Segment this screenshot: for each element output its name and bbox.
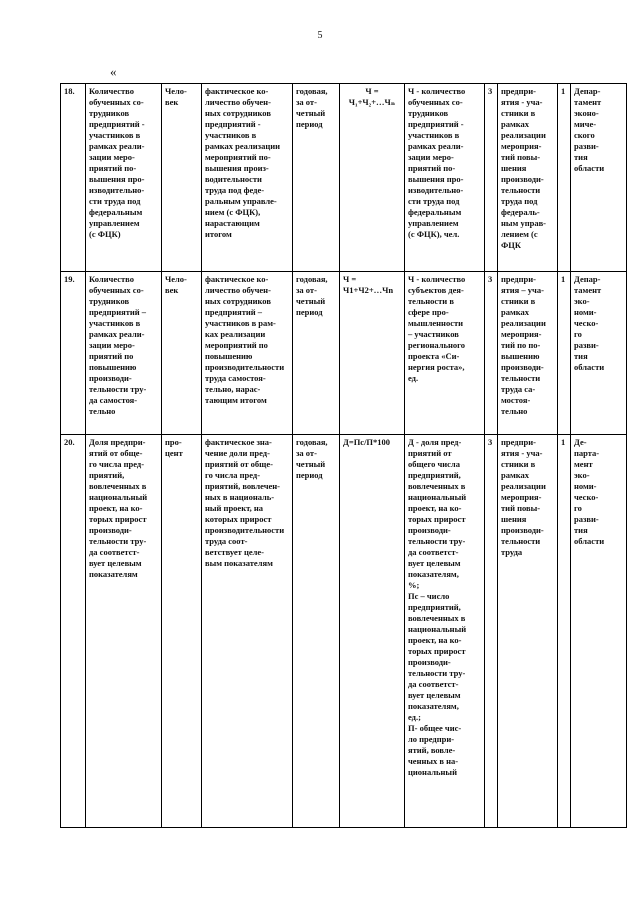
formula-cell: Ч = Ч1+Ч2+…Чn	[340, 272, 405, 435]
row-number: 18.	[61, 84, 86, 272]
level-cell: 1	[558, 84, 571, 272]
definition-cell: фактическое ко- личество обучен- ных сотрудников предприятий - участников в рамках реализации мероприятий по- вышения произ- водительности труда под феде- ральным управле- нием (с ФЦК), нарастающим итогом	[202, 84, 293, 272]
notation-cell: Д - доля пред- приятий от общего числа предприятий, вовлеченных в национальный проект, на ко- торых прирост производи- тельности тру- да соответст- вует целевым показателям, %; Пс – число предприятий, вовлеченных в национальный проект, на ко- торых прирост производи- тельности тру- да соответст- вует целевым показателям, ед.; П- общее чис- ло предпри- ятий, вовле- ченных в на- циональный	[405, 435, 485, 828]
indicator-name: Количество обученных со- трудников предприятий – участников в рамках реали- зации меро- приятий по повышению производи- тельности тру- да самостоя- тельно	[86, 272, 162, 435]
indicator-name: Доля предпри- ятий от обще- го числа пред- приятий, вовлеченных в национальный проект, на ко- торых прирост производи- тельности тру- да соответст- вует целевым показателям	[86, 435, 162, 828]
responsible-cell: Де- парта- мент эко- номи- ческо- го разви- тия области	[571, 435, 627, 828]
code-cell: 3	[485, 435, 498, 828]
responsible-cell: Депар- тамент эконо- миче- ского разви- тия области	[571, 84, 627, 272]
notation-cell: Ч - количество субъектов дея- тельности в сфере про- мышленности – участников регионального проекта «Си- нергия роста», ед.	[405, 272, 485, 435]
source-cell: предпри- ятия – уча- стники в рамках реализации мероприя- тий по по- вышению производи- тельности труда са- мостоя- тельно	[498, 272, 558, 435]
unit-cell: Чело- век	[162, 272, 202, 435]
source-cell: предпри- ятия - уча- стники в рамках реализации мероприя- тий повы- шения производи- тельности труда	[498, 435, 558, 828]
opening-quote-mark: «	[110, 64, 117, 79]
period-cell: годовая, за от- четный период	[293, 84, 340, 272]
definition-cell: фактическое ко- личество обучен- ных сотрудников предприятий – участников в рам- ках реализации мероприятий по повышению производительности труда самостоя- тельно, нарас- тающим итогом	[202, 272, 293, 435]
period-cell: годовая, за от- четный период	[293, 435, 340, 828]
unit-cell: Чело- век	[162, 84, 202, 272]
responsible-cell: Депар- тамент эко- номи- ческо- го разви- тия области	[571, 272, 627, 435]
formula-cell: Д=Пс/П*100	[340, 435, 405, 828]
table-row	[61, 84, 627, 272]
notation-cell: Ч - количество обученных со- трудников предприятий - участников в рамках реали- зации меро- приятий по- вышения про- изводительно- сти труда под федеральным управлением (с ФЦК), чел.	[405, 84, 485, 272]
table-row	[61, 435, 627, 828]
page-number: 5	[317, 30, 323, 41]
unit-cell: про- цент	[162, 435, 202, 828]
code-cell: 3	[485, 84, 498, 272]
table-row	[61, 272, 627, 435]
level-cell: 1	[558, 435, 571, 828]
formula-cell: Ч = Ч₁+Ч₂+…Чₙ	[340, 84, 405, 272]
level-cell: 1	[558, 272, 571, 435]
row-number: 20.	[61, 435, 86, 828]
code-cell: 3	[485, 272, 498, 435]
source-cell: предпри- ятия - уча- стники в рамках реализации мероприя- тий повы- шения производи- тельности труда под федераль- ным управ- лением (с ФЦК	[498, 84, 558, 272]
period-cell: годовая, за от- четный период	[293, 272, 340, 435]
definition-cell: фактическое зна- чение доли пред- приятий от обще- го числа пред- приятий, вовлечен- ных в националь- ный проект, на которых прирост производительности труда соот- ветствует целе- вым показателям	[202, 435, 293, 828]
row-number: 19.	[61, 272, 86, 435]
indicator-name: Количество обученных со- трудников предприятий - участников в рамках реали- зации меро- приятий по- вышения про- изводительно- сти труда под федеральным управлением (с ФЦК)	[86, 84, 162, 272]
indicators-table	[60, 83, 627, 828]
